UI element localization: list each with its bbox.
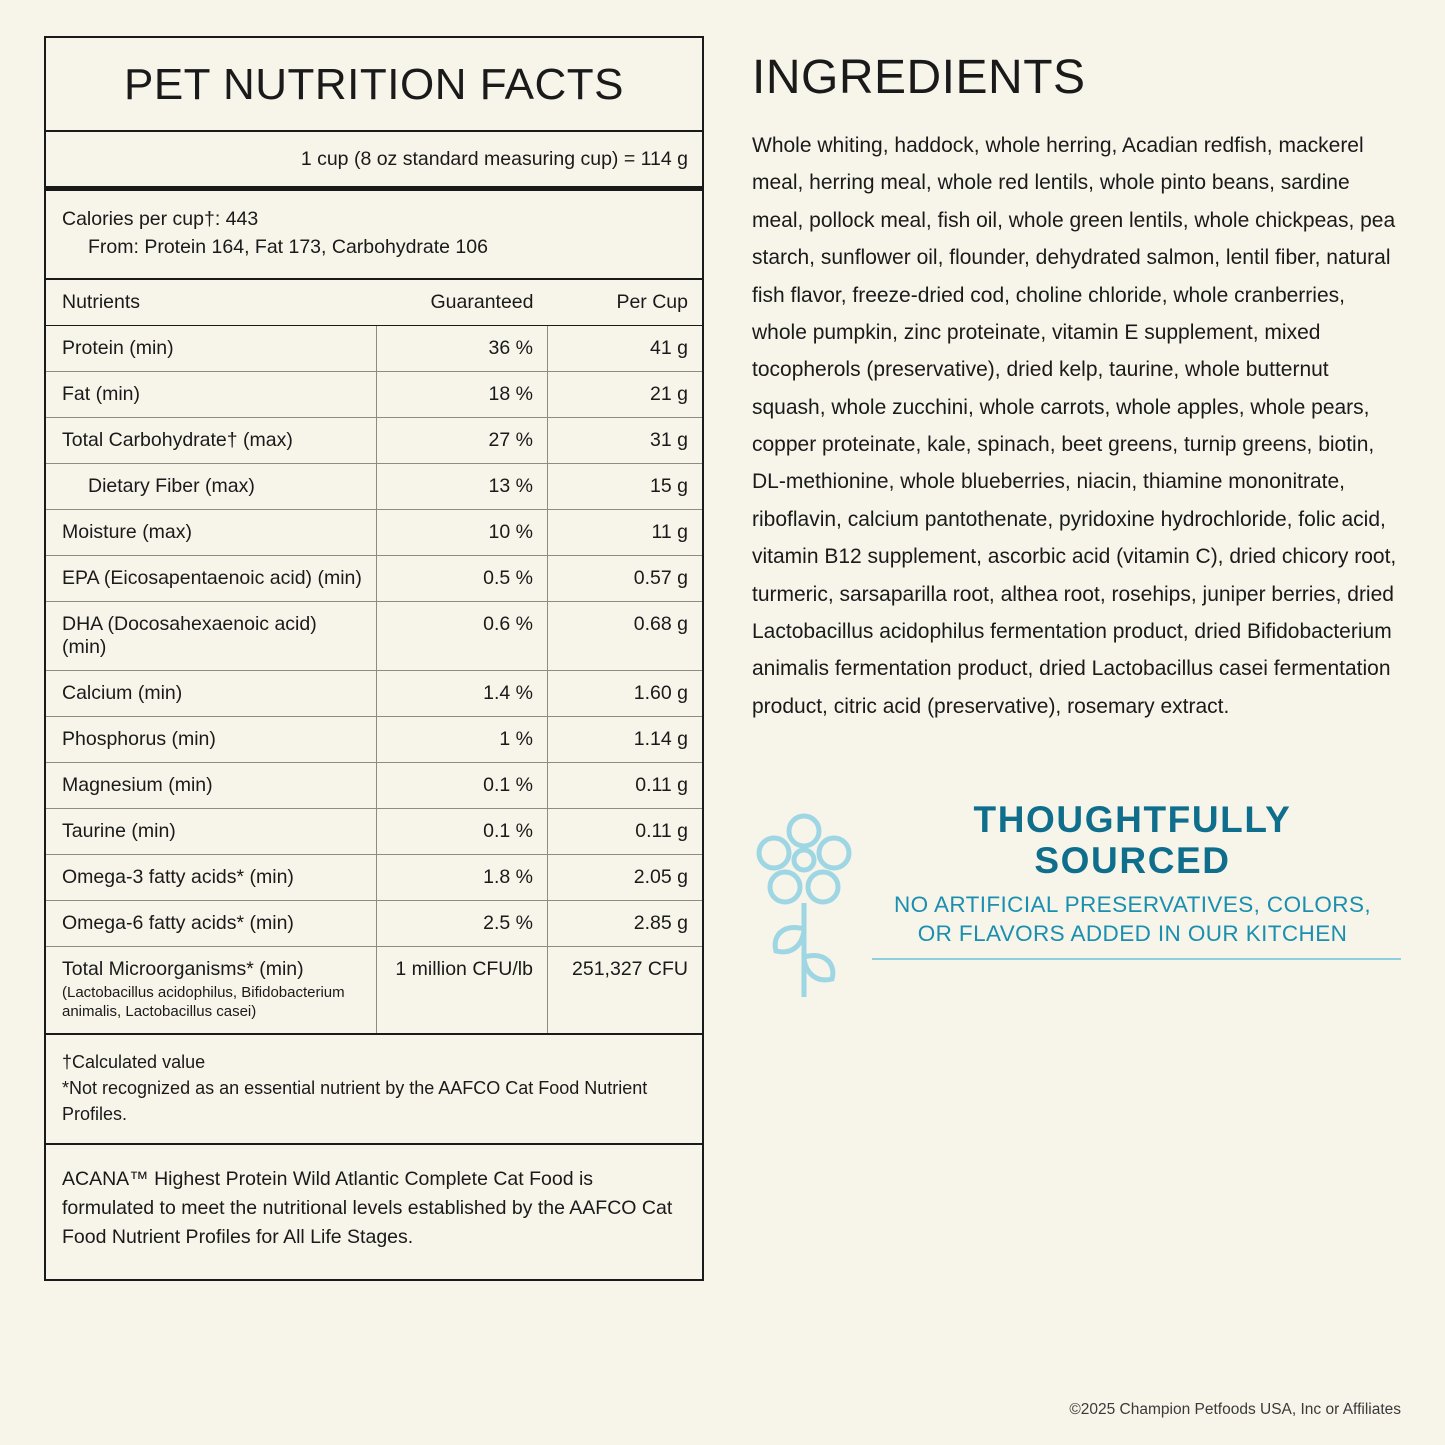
column-header-nutrients: Nutrients: [46, 280, 377, 326]
table-row: [46, 808, 702, 854]
table-row: [46, 716, 702, 762]
nutrient-guaranteed: 0.1 %: [377, 808, 548, 854]
nutrient-guaranteed: 0.5 %: [377, 555, 548, 601]
nutrient-per-cup: 11 g: [548, 509, 703, 555]
nutrient-per-cup: 251,327 CFU: [548, 946, 703, 1034]
nutrient-per-cup: 1.60 g: [548, 670, 703, 716]
nutrient-guaranteed: 1 %: [377, 716, 548, 762]
table-row: [46, 417, 702, 463]
nutrient-name: [46, 946, 377, 1034]
nutrient-per-cup: 31 g: [548, 417, 703, 463]
badge-text-block: [872, 799, 1401, 960]
copyright-text: ©2025 Champion Petfoods USA, Inc or Affiliates: [1069, 1401, 1401, 1418]
aafco-statement: ACANA™ Highest Protein Wild Atlantic Complete Cat Food is formulated to meet the nutritional levels established by the AAFCO Cat Food Nutrient Profiles for All Life Stages.: [62, 1167, 673, 1249]
nutrient-name: Magnesium (min): [46, 762, 377, 808]
calories-per-cup: Calories per cup†: 443: [62, 208, 259, 230]
nutrition-facts-box: [44, 36, 704, 1281]
footnote-aafco: *Not recognized as an essential nutrient by the AAFCO Cat Food Nutrient Profiles.: [62, 1077, 648, 1124]
nutrient-name: Dietary Fiber (max): [46, 463, 377, 509]
table-row: [46, 762, 702, 808]
nutrient-per-cup: 0.68 g: [548, 601, 703, 670]
nutrient-name: Omega-3 fatty acids* (min): [46, 854, 377, 900]
nutrient-per-cup: 1.14 g: [548, 716, 703, 762]
nutrient-name: Moisture (max): [46, 509, 377, 555]
table-row: [46, 670, 702, 716]
badge-divider: [872, 958, 1401, 960]
table-row: [46, 509, 702, 555]
nutrient-guaranteed: 1 million CFU/lb: [377, 946, 548, 1034]
badge-headline: [872, 799, 1401, 882]
nutrients-table: [46, 280, 702, 1035]
table-header-row: [46, 280, 702, 326]
nutrient-name: EPA (Eicosapentaenoic acid) (min): [46, 555, 377, 601]
nutrient-per-cup: 0.11 g: [548, 808, 703, 854]
nutrient-per-cup: 21 g: [548, 371, 703, 417]
calories-from: From: Protein 164, Fat 173, Carbohydrate 106: [88, 236, 488, 259]
nutrient-per-cup: 2.05 g: [548, 854, 703, 900]
nutrient-guaranteed: 27 %: [377, 417, 548, 463]
table-row: [46, 900, 702, 946]
table-row: [46, 463, 702, 509]
thoughtfully-sourced-badge: [752, 799, 1401, 1006]
nutrient-per-cup: 0.11 g: [548, 762, 703, 808]
nutrient-per-cup: 15 g: [548, 463, 703, 509]
table-row: [46, 854, 702, 900]
serving-size: 1 cup (8 oz standard measuring cup) = 114 g: [46, 132, 702, 191]
nutrient-guaranteed: 10 %: [377, 509, 548, 555]
nutrient-guaranteed: 2.5 %: [377, 900, 548, 946]
nutrition-facts-panel: [44, 36, 704, 1425]
column-header-guaranteed: Guaranteed: [377, 280, 548, 326]
nutrient-name: Protein (min): [46, 325, 377, 371]
nutrient-name: Taurine (min): [46, 808, 377, 854]
nutrient-name: Fat (min): [46, 371, 377, 417]
nutrient-per-cup: 2.85 g: [548, 900, 703, 946]
table-row: [46, 371, 702, 417]
nutrient-name: Total Carbohydrate† (max): [46, 417, 377, 463]
nutrient-name: DHA (Docosahexaenoic acid) (min): [46, 601, 377, 670]
badge-subtext-line1: NO ARTIFICIAL PRESERVATIVES, COLORS,: [893, 891, 1372, 917]
badge-headline-line2: SOURCED: [1034, 840, 1231, 882]
microorganisms-label: Total Microorganisms* (min): [62, 957, 304, 980]
badge-subtext: [872, 890, 1401, 949]
nutrient-guaranteed: 1.4 %: [377, 670, 548, 716]
nutrient-name: Phosphorus (min): [46, 716, 377, 762]
page-title: PET NUTRITION FACTS: [46, 38, 702, 132]
microorganisms-strains: (Lactobacillus acidophilus, Bifidobacterium animalis, Lactobacillus casei): [62, 983, 345, 1021]
nutrient-guaranteed: 13 %: [377, 463, 548, 509]
nutrient-guaranteed: 0.6 %: [377, 601, 548, 670]
ingredients-list: Whole whiting, haddock, whole herring, Acadian redfish, mackerel meal, herring meal, whole red lentils, whole pinto beans, sardine meal, pollock meal, fish oil, whole green lentils, whole chickpeas, pea starch, sunflower oil, flounder, dehydrated salmon, lentil fiber, natural fish flavor, freeze-dried cod, choline chloride, whole cranberries, whole pumpkin, zinc proteinate, vitamin E supplement, mixed tocopherols (preservative), dried kelp, taurine, whole butternut squash, whole zucchini, whole carrots, whole apples, whole pears, copper proteinate, kale, spinach, beet greens, turnip greens, biotin, DL-methionine, whole blueberries, niacin, thiamine mononitrate, riboflavin, calcium pantothenate, pyridoxine hydrochloride, folic acid, vitamin B12 supplement, ascorbic acid (vitamin C), dried chicory root, turmeric, sarsaparilla root, althea root, rosehips, juniper berries, dried Lactobacillus acidophilus fermentation product, dried Bifidobacterium animalis fermentation product, dried Lactobacillus casei fermentation product, citric acid (preservative), rosemary extract.: [752, 134, 1397, 718]
table-row: [46, 601, 702, 670]
nutrient-guaranteed: 36 %: [377, 325, 548, 371]
nutrient-per-cup: 0.57 g: [548, 555, 703, 601]
column-header-per-cup: Per Cup: [548, 280, 703, 326]
calories-block: [46, 191, 702, 280]
nutrient-per-cup: 41 g: [548, 325, 703, 371]
flower-icon: [752, 799, 856, 1006]
nutrient-guaranteed: 1.8 %: [377, 854, 548, 900]
nutrient-name: Calcium (min): [46, 670, 377, 716]
badge-headline-line1: THOUGHTFULLY: [973, 799, 1292, 840]
table-row: [46, 555, 702, 601]
footnote-calculated: †Calculated value: [62, 1051, 206, 1072]
nutrient-guaranteed: 0.1 %: [377, 762, 548, 808]
ingredients-panel: [752, 36, 1401, 1425]
ingredients-title: INGREDIENTS: [752, 51, 1086, 104]
table-row-microorganisms: [46, 946, 702, 1034]
footnotes: [46, 1035, 702, 1145]
badge-subtext-line2: OR FLAVORS ADDED IN OUR KITCHEN: [917, 921, 1348, 947]
nutrient-name: Omega-6 fatty acids* (min): [46, 900, 377, 946]
nutrient-guaranteed: 18 %: [377, 371, 548, 417]
table-row: [46, 325, 702, 371]
